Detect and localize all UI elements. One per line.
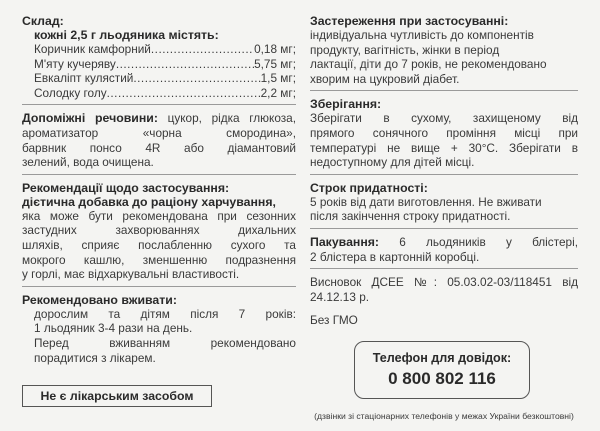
warnings-line: лактації, діти до 7 років, не рекомендовано xyxy=(310,57,547,72)
excipients-text: цукор, рідка глюкоза, xyxy=(167,111,296,126)
shelf-life-heading: Строк придатності: xyxy=(310,180,428,195)
excipients-line: зелений, вода очищена. xyxy=(22,155,154,170)
excipients-line xyxy=(22,111,296,126)
ingredient-amount: 0,18 мг; xyxy=(254,42,296,56)
storage-line: температурі не вище + 30°С. Зберігати в xyxy=(310,140,578,155)
shelf-life-line: 5 років від дати виготовлення. Не вживати xyxy=(310,194,542,209)
ingredient-name: М'яту кучеряву xyxy=(34,56,116,71)
phone-number[interactable]: 0 800 802 116 xyxy=(388,369,496,388)
conclusion-line: Висновок ДСЕЕ №: 05.03.02-03/118451 від xyxy=(310,275,578,290)
composition-subheading: кожні 2,5 г льодяника містять: xyxy=(34,28,219,42)
not-medicine-badge: Не є лікарським засобом xyxy=(22,385,212,407)
section-divider xyxy=(22,104,296,105)
recommendations-subheading: дієтична добавка до раціону харчування, xyxy=(22,194,276,209)
right-column xyxy=(310,14,578,328)
warnings-heading: Застереження при застосуванні: xyxy=(310,14,509,28)
warnings-line: хворим на цукровий діабет. xyxy=(310,71,460,86)
section-divider xyxy=(22,286,296,287)
recommendations-line: у горлі, має відхаркувальні властивості. xyxy=(22,267,240,282)
dosage-line: 1 льодяник 3-4 рази на день. xyxy=(34,321,193,336)
dosage-line: Перед вживанням рекомендовано xyxy=(34,335,296,350)
recommendations-line: застудних захворюваннях дихальних xyxy=(22,223,296,238)
leader-dots xyxy=(107,86,261,101)
recommendations-line: шляхів, сприяє послабленню сухого та xyxy=(22,237,296,252)
excipients-line: ароматизатор «чорна смородина», xyxy=(22,125,296,140)
storage-line: прямого сонячного проміння місці при xyxy=(310,125,578,140)
leader-dots xyxy=(116,57,254,72)
ingredient-row xyxy=(22,86,296,101)
section-divider xyxy=(22,174,296,175)
recommendations-heading: Рекомендації щодо застосування: xyxy=(22,180,230,195)
section-divider xyxy=(310,268,578,269)
recommendations-line: мокрого кашлю, зменшенню подразнення xyxy=(22,252,296,267)
warnings-line: продукту, вагітність, жінки в період xyxy=(310,42,500,57)
section-divider xyxy=(310,228,578,229)
left-column xyxy=(22,14,296,365)
packaging-text: 6 льодяників у блістері, xyxy=(379,234,578,249)
storage-heading: Зберігання: xyxy=(310,97,382,112)
packaging-heading: Пакування: xyxy=(310,234,380,249)
packaging-line: 2 блістера в картонній коробці. xyxy=(310,249,480,264)
dosage-line: порадитися з лікарем. xyxy=(34,350,156,365)
dosage-heading: Рекомендовано вживати: xyxy=(22,292,177,307)
section-divider xyxy=(310,90,578,91)
ingredient-amount: 2,2 мг; xyxy=(260,85,296,100)
ingredient-amount: 1,5 мг; xyxy=(260,71,296,86)
excipients-block xyxy=(22,111,296,169)
leader-dots xyxy=(151,42,254,57)
phone-label: Телефон для довідок: xyxy=(372,351,512,365)
shelf-life-line: після закінчення строку придатності. xyxy=(310,209,511,224)
phone-box xyxy=(354,341,530,399)
ingredient-amount: 5,75 мг; xyxy=(254,56,296,71)
storage-line: недоступному для дітей місці. xyxy=(310,155,475,170)
recommendations-line: яка може бути рекомендована при сезонних xyxy=(22,208,296,223)
packaging-line xyxy=(310,235,578,250)
section-divider xyxy=(310,174,578,175)
ingredient-name: Коричник камфорний xyxy=(34,42,151,56)
excipients-line: барвник понсо 4R або діамантовий xyxy=(22,140,296,155)
conclusion-line: 24.12.13 р. xyxy=(310,289,370,304)
warnings-line: індивідуальна чутливість до компонентів xyxy=(310,28,534,42)
phone-note: (дзвінки зі стаціонарних телефонів у межах України безкоштовні) xyxy=(314,411,574,421)
leader-dots xyxy=(133,71,260,86)
ingredient-name: Солодку голу xyxy=(34,85,107,100)
composition-heading: Склад: xyxy=(22,14,64,28)
ingredient-row xyxy=(22,71,296,86)
ingredient-name: Евкаліпт кулястий xyxy=(34,71,134,86)
storage-line: Зберігати в сухому, захищеному від xyxy=(310,111,578,126)
excipients-heading: Допоміжні речовини: xyxy=(22,111,158,126)
gmo-label: Без ГМО xyxy=(310,313,358,328)
ingredient-row xyxy=(22,42,296,57)
dosage-line: дорослим та дітям після 7 років: xyxy=(34,306,296,321)
ingredient-row xyxy=(22,57,296,72)
